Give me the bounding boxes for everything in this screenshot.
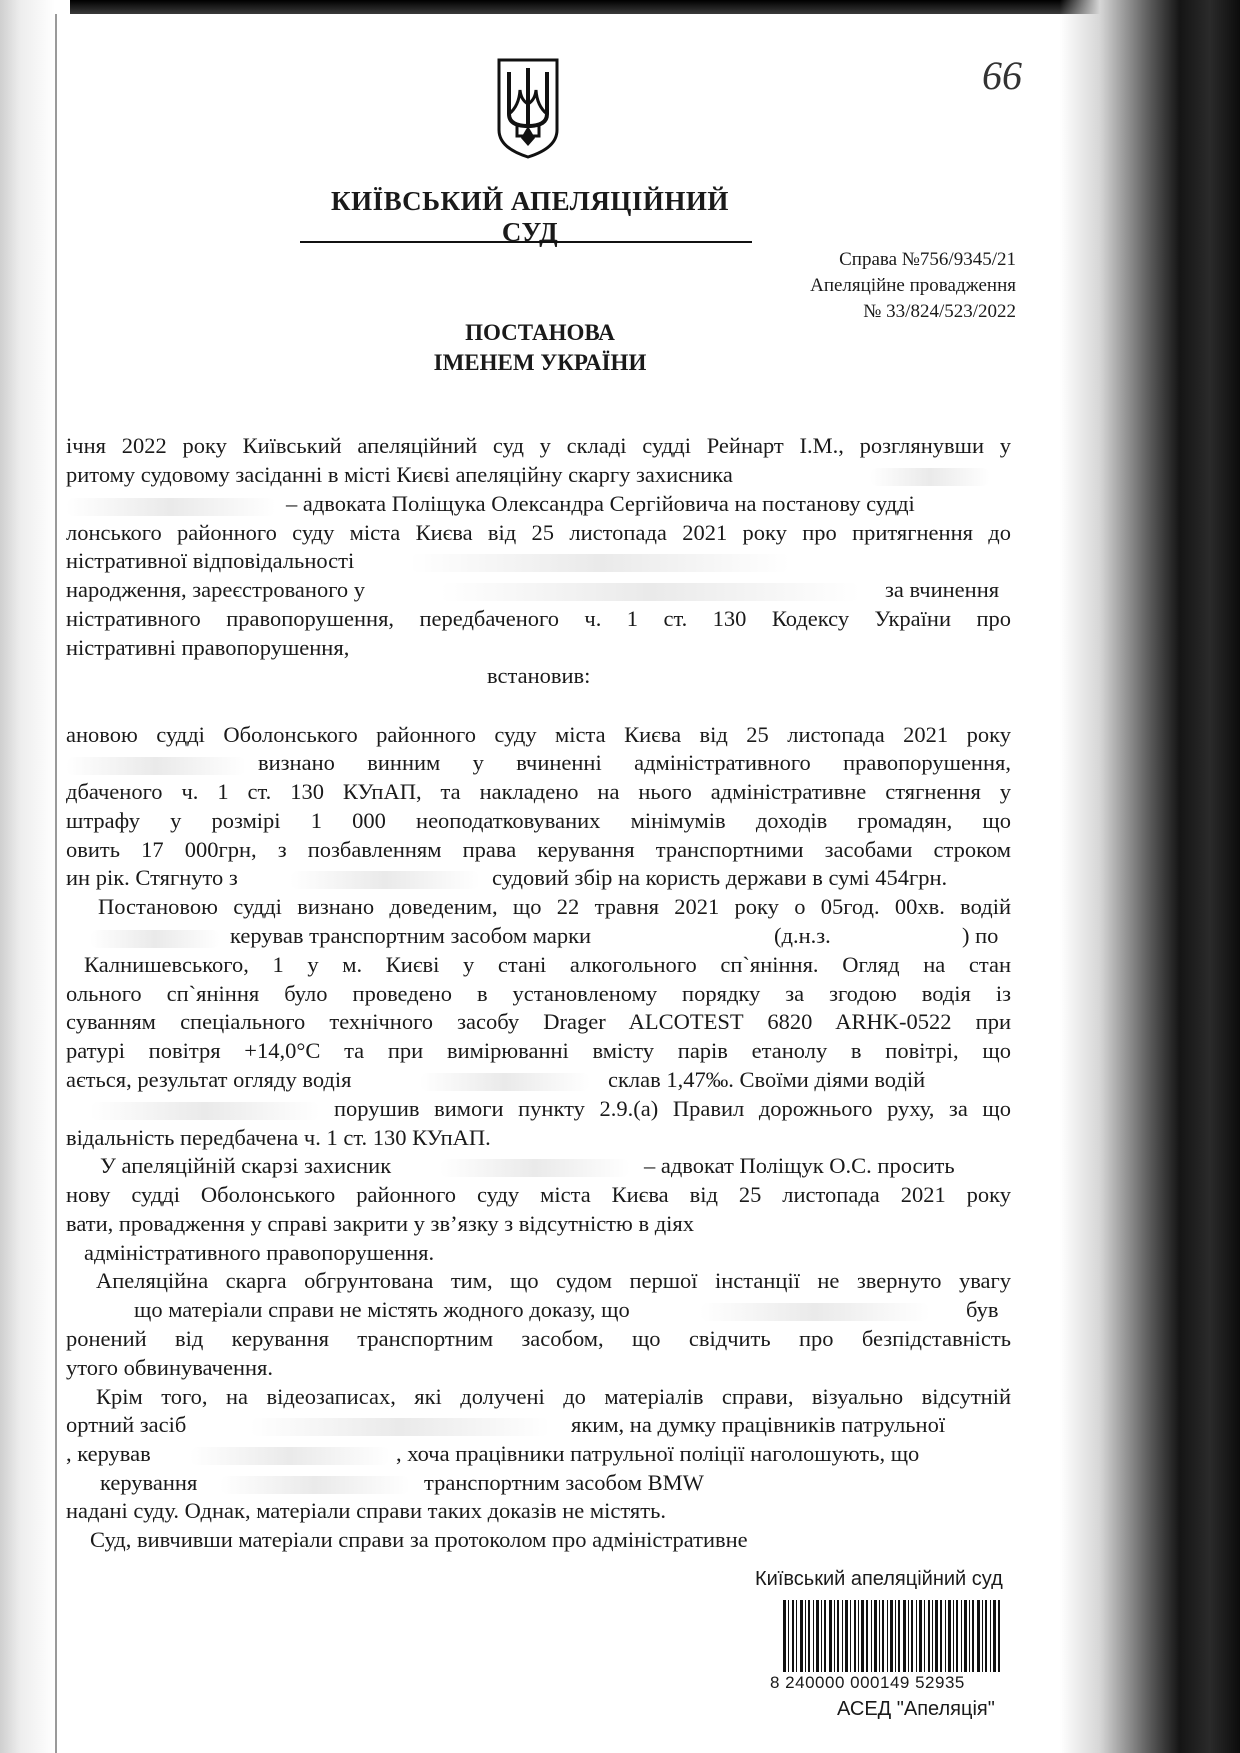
body-line: У апеляційній скарзі захисник xyxy=(100,1153,392,1178)
court-stamp: Київський апеляційний суд xyxy=(755,1568,1003,1590)
redacted-text xyxy=(290,871,480,889)
title-line-1: ПОСТАНОВА xyxy=(465,320,615,345)
body-line: ортний засіб xyxy=(66,1412,187,1437)
body-line: , хоча працівники патрульної поліції наголошують, що xyxy=(396,1441,920,1466)
body-line: вати, провадження у справі закрити у зв’язку з відсутністю в діях xyxy=(66,1211,694,1236)
title-line-2: ІМЕНЕМ УКРАЇНИ xyxy=(433,350,647,375)
intro-line: лонського районного суду міста Києва від 25 листопада 2021 року про притягнення до xyxy=(66,520,1011,545)
intro-line: ритому судовому засіданні в місті Києві апеляційну скаргу захисника xyxy=(66,462,733,487)
intro-line: ністративні правопорушення, xyxy=(66,635,350,660)
body-line: овить 17 000грн, з позбавленням права керування транспортними засобами строком xyxy=(66,837,1011,862)
body-line: що матеріали справи не містять жодного доказу, що xyxy=(134,1297,630,1322)
intro-line: за вчинення xyxy=(885,577,1000,602)
body-line: ратурі повітря +14,0°C та при вимірюванні вмісту парів етанолу в повітрі, що xyxy=(66,1038,1011,1063)
barcode-icon xyxy=(783,1600,1001,1672)
body-line: керував транспортним засобом марки xyxy=(230,923,592,948)
proceeding-label: Апеляційне провадження xyxy=(810,275,1016,296)
body-line: транспортним засобом BMW xyxy=(424,1470,704,1495)
established-heading: встановив: xyxy=(487,663,591,688)
redacted-text xyxy=(90,930,220,948)
redacted-text xyxy=(870,468,990,486)
body-line: Суд, вивчивши матеріали справи за протоколом про адміністративне xyxy=(90,1527,748,1552)
intro-line: ністративної відповідальності xyxy=(66,548,355,573)
body-line: нову судді Оболонського районного суду міста Києва від 25 листопада 2021 року xyxy=(66,1182,1011,1207)
handwritten-page-number: 66 xyxy=(982,53,1022,98)
body-line: судовий збір на користь держави в сумі 454грн. xyxy=(492,865,948,890)
body-line: керування xyxy=(100,1470,198,1495)
body-line: склав 1,47‰. Своїми діями водій xyxy=(608,1067,926,1092)
redacted-text xyxy=(66,757,246,775)
body-line: ронений від керування транспортним засобом, що свідчить про безпідставність xyxy=(66,1326,1011,1351)
body-line: Калнишевського, 1 у м. Києві у стані алкогольного сп`яніння. Огляд на стан xyxy=(84,952,1011,977)
intro-line: – адвоката Поліщука Олександра Сергійовича на постанову судді xyxy=(286,491,915,516)
body-line: суванням спеціального технічного засобу Drager ALCOTEST 6820 ARHK-0522 при xyxy=(66,1009,1011,1034)
case-info xyxy=(810,247,1016,325)
body-line: ольного сп`яніння було проведено в установленому порядку за згодою водія із xyxy=(66,981,1011,1006)
redacted-text xyxy=(66,498,276,516)
body-line: – адвокат Поліщук О.С. просить xyxy=(644,1153,955,1178)
body-line: ) по xyxy=(962,923,999,948)
scan-right-shadow xyxy=(1060,0,1240,1753)
body-line: утого обвинувачення. xyxy=(66,1355,274,1380)
body-line: (д.н.з. xyxy=(774,923,831,948)
system-label: АСЕД "Апеляція" xyxy=(837,1698,995,1720)
body-line: ається, результат огляду водія xyxy=(66,1067,352,1092)
scan-top-edge xyxy=(0,0,1240,14)
case-number: Справа №756/9345/21 xyxy=(839,249,1016,270)
proceeding-number: № 33/824/523/2022 xyxy=(863,301,1016,322)
intro-line: ічня 2022 року Київський апеляційний суд у складі судді Рейнарт І.М., розглянувши у xyxy=(66,433,1011,458)
document-title xyxy=(385,318,695,378)
redacted-text xyxy=(190,1447,390,1465)
body-line: надані суду. Однак, матеріали справи таких доказів не містять. xyxy=(66,1498,666,1523)
body-line: дбаченого ч. 1 ст. 130 КУпАП, та накладено на нього адміністративне стягнення у xyxy=(66,779,1011,804)
body-line: був xyxy=(966,1297,999,1322)
redacted-text xyxy=(410,554,790,572)
barcode-number: 8 240000 000149 52935 xyxy=(770,1673,965,1692)
intro-line: народження, зареєстрованого у xyxy=(66,577,366,602)
redacted-text xyxy=(250,1418,550,1436)
redacted-text xyxy=(440,583,860,601)
redacted-text xyxy=(420,1073,590,1091)
body-line: визнано винним у вчиненні адміністративного правопорушення, xyxy=(258,750,1011,775)
body-line: Постановою судді визнано доведеним, що 22 травня 2021 року о 05год. 00хв. водій xyxy=(98,894,1011,919)
body-line: адміністративного правопорушення. xyxy=(84,1240,435,1265)
body-line: штрафу у розмірі 1 000 неоподатковуваних мінімумів доходів громадян, що xyxy=(66,808,1011,833)
redacted-text xyxy=(700,1303,930,1321)
body-line: ановою судді Оболонського районного суду міста Києва від 25 листопада 2021 року xyxy=(66,722,1011,747)
header-divider xyxy=(300,241,752,243)
body-line: порушив вимоги пункту 2.9.(а) Правил дорожнього руху, за що xyxy=(334,1096,1011,1121)
body-line: Крім того, на відеозаписах, які долучені до матеріалів справи, візуально відсутній xyxy=(96,1384,1011,1409)
court-name: КИЇВСЬКИЙ АПЕЛЯЦІЙНИЙ СУД xyxy=(331,186,729,247)
body-line: , керував xyxy=(66,1441,151,1466)
intro-line: ністративного правопорушення, передбаченого ч. 1 ст. 130 Кодексу України про xyxy=(66,606,1011,631)
body-line: ин рік. Стягнуто з xyxy=(66,865,238,890)
body-line: яким, на думку працівників патрульної xyxy=(571,1412,946,1437)
body-line: відальність передбачена ч. 1 ст. 130 КУпАП. xyxy=(66,1125,491,1150)
trident-icon xyxy=(493,56,563,160)
redacted-text xyxy=(440,1159,630,1177)
redacted-text xyxy=(90,1102,320,1120)
body-line: Апеляційна скарга обгрунтована тим, що судом першої інстанції не звернуто увагу xyxy=(96,1268,1011,1293)
redacted-text xyxy=(220,1476,410,1494)
